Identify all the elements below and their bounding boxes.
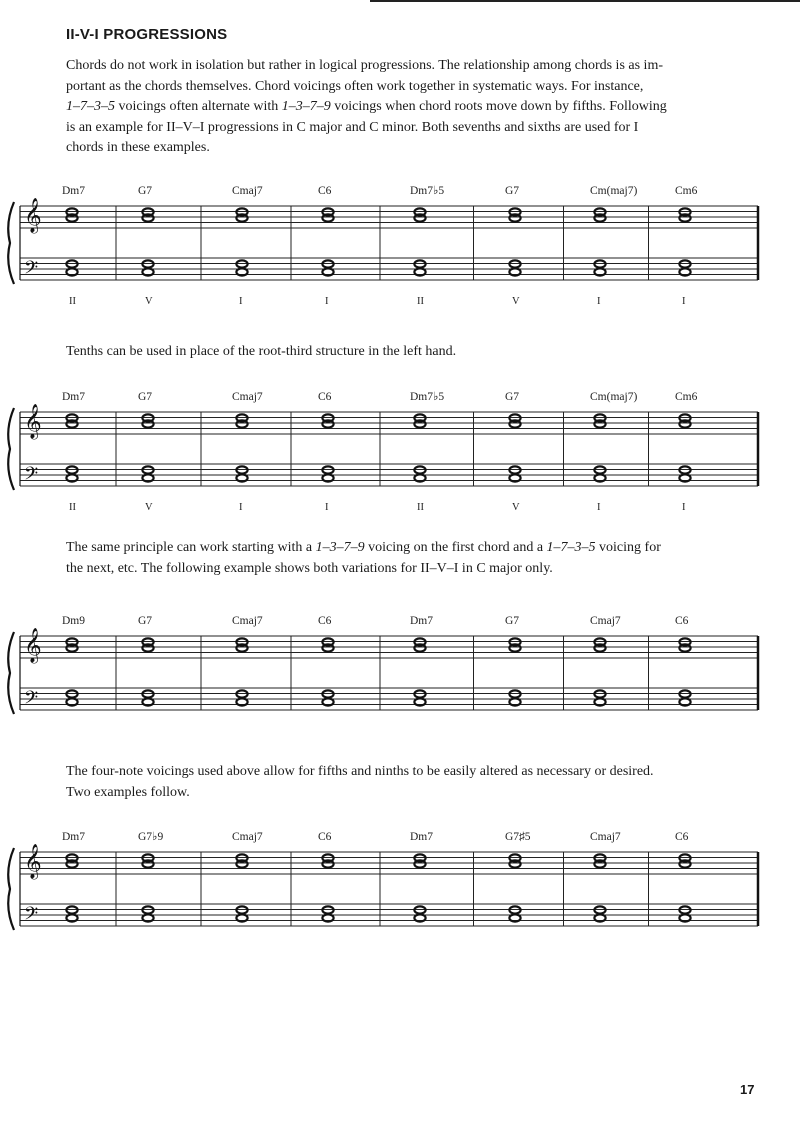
chord-name-i: Cmaj7 — [232, 831, 263, 843]
tenths-paragraph: Tenths can be used in place of the root-third structure in the left hand. — [66, 344, 457, 359]
treble-note — [142, 644, 153, 651]
treble-note — [414, 420, 425, 427]
treble-note — [679, 644, 690, 651]
chord-name-v-b: G7 — [505, 391, 520, 403]
chord-name-ii-b: Dm7♭5 — [410, 185, 445, 197]
chord-name-ii-b: Dm7♭5 — [410, 391, 445, 403]
principle-line-1c: voicing for — [595, 540, 661, 555]
brace — [8, 408, 14, 490]
treble-staff — [20, 206, 758, 228]
treble-note — [66, 214, 77, 221]
treble-note — [66, 420, 77, 427]
bass-note — [236, 260, 247, 267]
chord-name-ii: Dm7 — [62, 185, 85, 197]
top-rule — [370, 0, 800, 2]
altered-paragraph — [66, 762, 726, 803]
bass-note — [66, 690, 77, 697]
example-4 — [0, 826, 800, 966]
bass-note — [679, 466, 690, 473]
roman-numeral-i6-b: I — [682, 502, 686, 513]
bass-note — [66, 914, 77, 921]
chord-name-i6-b: Cm6 — [675, 185, 698, 197]
intro-line-1: Chords do not work in isolation but rather in logical progressions. The relationship among chords is as im- — [66, 58, 663, 73]
bass-note — [236, 268, 247, 275]
treble-note — [236, 644, 247, 651]
chord-name-ii: Dm7 — [62, 831, 85, 843]
bass-note — [414, 690, 425, 697]
treble-clef-icon: 𝄞 — [24, 628, 42, 663]
bass-note — [322, 906, 333, 913]
chord-name-i6-b: Cm6 — [675, 391, 698, 403]
principle-voicing-1379: 1–3–7–9 — [315, 540, 365, 555]
treble-note — [509, 420, 520, 427]
bass-note — [509, 906, 520, 913]
bass-note — [509, 260, 520, 267]
treble-clef-icon: 𝄞 — [24, 404, 42, 439]
example-2-staff — [0, 386, 800, 526]
bass-note — [679, 914, 690, 921]
bass-note — [414, 698, 425, 705]
example-2 — [0, 386, 800, 526]
bass-note — [679, 690, 690, 697]
bass-note — [236, 466, 247, 473]
treble-note — [594, 860, 605, 867]
treble-note — [236, 860, 247, 867]
treble-note — [322, 644, 333, 651]
bass-note — [142, 698, 153, 705]
principle-line-2: the next, etc. The following example shows both variations for II–V–I in C major only. — [66, 560, 553, 576]
bass-note — [236, 690, 247, 697]
voicing-1379: 1–3–7–9 — [281, 99, 331, 114]
bass-note — [322, 268, 333, 275]
treble-note — [509, 860, 520, 867]
bass-note — [414, 260, 425, 267]
chord-name-v: G7♭9 — [138, 831, 164, 843]
chord-name-ii: Dm7 — [62, 391, 85, 403]
roman-numeral-i-b: I — [597, 296, 601, 307]
bass-note — [142, 474, 153, 481]
chord-name-ii-b: Dm7 — [410, 831, 433, 843]
bass-note — [414, 474, 425, 481]
example-4-staff — [0, 826, 800, 966]
example-3 — [0, 610, 800, 750]
example-1 — [0, 180, 800, 320]
chord-name-v-b: G7 — [505, 185, 520, 197]
treble-staff — [20, 852, 758, 874]
chord-name-v-b: G7♯5 — [505, 831, 531, 843]
treble-note — [679, 420, 690, 427]
brace — [8, 848, 14, 930]
treble-note — [594, 214, 605, 221]
chord-name-i6: C6 — [318, 391, 332, 403]
treble-clef-icon: 𝄞 — [24, 844, 42, 879]
treble-staff — [20, 412, 758, 434]
bass-note — [509, 466, 520, 473]
bass-note — [236, 914, 247, 921]
bass-note — [509, 914, 520, 921]
treble-note — [509, 214, 520, 221]
roman-numeral-ii: II — [69, 296, 76, 307]
roman-numeral-i: I — [239, 296, 243, 307]
treble-note — [679, 860, 690, 867]
intro-line-4: is an example for II–V–I progressions in C major and C minor. Both sevenths and sixths are used for I — [66, 119, 639, 135]
roman-numeral-i6-b: I — [682, 296, 686, 307]
bass-note — [322, 698, 333, 705]
bass-clef-icon: 𝄢 — [24, 464, 39, 489]
bass-note — [66, 260, 77, 267]
bass-note — [66, 698, 77, 705]
bass-note — [142, 690, 153, 697]
bass-note — [66, 906, 77, 913]
example-1-staff — [0, 180, 800, 320]
bass-clef-icon: 𝄢 — [24, 688, 39, 713]
altered-line-1: The four-note voicings used above allow for fifths and ninths to be easily altered as necessary or desired. — [66, 764, 654, 779]
example-3-staff — [0, 610, 800, 750]
bass-note — [509, 698, 520, 705]
bass-note — [594, 690, 605, 697]
bass-note — [594, 906, 605, 913]
treble-note — [142, 214, 153, 221]
bass-note — [236, 474, 247, 481]
bass-note — [142, 466, 153, 473]
treble-note — [322, 420, 333, 427]
bass-note — [594, 914, 605, 921]
bass-note — [414, 906, 425, 913]
roman-numeral-ii-b: II — [417, 502, 424, 513]
bass-note — [594, 698, 605, 705]
bass-note — [142, 906, 153, 913]
bass-note — [509, 690, 520, 697]
chord-name-i: Cmaj7 — [232, 615, 263, 627]
bass-note — [594, 268, 605, 275]
treble-note — [414, 214, 425, 221]
bass-note — [322, 474, 333, 481]
chord-name-i: Cmaj7 — [232, 185, 263, 197]
brace — [8, 202, 14, 284]
chord-name-v: G7 — [138, 185, 153, 197]
bass-note — [322, 466, 333, 473]
bass-note — [414, 914, 425, 921]
intro-line-5: chords in these examples. — [66, 140, 210, 155]
bass-note — [322, 690, 333, 697]
bass-note — [142, 268, 153, 275]
bass-note — [414, 466, 425, 473]
bass-note — [509, 268, 520, 275]
voicing-1735: 1–7–3–5 — [66, 99, 115, 114]
bass-staff — [20, 688, 758, 710]
bass-clef-icon: 𝄢 — [24, 258, 39, 283]
chord-name-v-b: G7 — [505, 615, 520, 627]
bass-note — [142, 260, 153, 267]
roman-numeral-v-b: V — [512, 296, 520, 307]
bass-note — [414, 268, 425, 275]
bass-note — [322, 914, 333, 921]
bass-note — [679, 698, 690, 705]
chord-name-i6-b: C6 — [675, 831, 689, 843]
bass-note — [66, 268, 77, 275]
chord-name-i-b: Cm(maj7) — [590, 185, 638, 197]
bass-note — [236, 698, 247, 705]
bass-note — [594, 474, 605, 481]
roman-numeral-v-b: V — [512, 502, 520, 513]
chord-name-ii-b: Dm7 — [410, 615, 433, 627]
bass-note — [66, 466, 77, 473]
treble-note — [142, 860, 153, 867]
bass-note — [679, 906, 690, 913]
bass-note — [679, 260, 690, 267]
treble-note — [236, 420, 247, 427]
chord-name-v: G7 — [138, 615, 153, 627]
altered-line-2: Two examples follow. — [66, 784, 190, 800]
bass-note — [322, 260, 333, 267]
intro-line-2: portant as the chords themselves. Chord voicings often work together in systematic ways. For instance, — [66, 78, 644, 94]
principle-line-1b: voicing on the first chord and a — [364, 540, 547, 555]
treble-note — [66, 860, 77, 867]
treble-note — [322, 860, 333, 867]
roman-numeral-v: V — [145, 502, 153, 513]
bass-staff — [20, 904, 758, 926]
treble-note — [594, 420, 605, 427]
page-number: 17 — [740, 1082, 755, 1097]
roman-numeral-ii-b: II — [417, 296, 424, 307]
treble-note — [322, 214, 333, 221]
chord-name-v: G7 — [138, 391, 153, 403]
intro-line-3b: voicings when chord roots move down by fifths. Following — [330, 99, 667, 114]
bass-staff — [20, 464, 758, 486]
roman-numeral-ii: II — [69, 502, 76, 513]
chord-name-ii: Dm9 — [62, 615, 85, 627]
bass-note — [66, 474, 77, 481]
brace — [8, 632, 14, 714]
section-title: II-V-I PROGRESSIONS — [66, 26, 228, 43]
bass-note — [236, 906, 247, 913]
principle-voicing-1735: 1–7–3–5 — [546, 540, 596, 555]
chord-name-i6: C6 — [318, 615, 332, 627]
chord-name-i: Cmaj7 — [232, 391, 263, 403]
bass-note — [679, 474, 690, 481]
chord-name-i6-b: C6 — [675, 615, 689, 627]
bass-staff — [20, 258, 758, 280]
bass-note — [679, 268, 690, 275]
roman-numeral-v: V — [145, 296, 153, 307]
treble-note — [414, 644, 425, 651]
bass-note — [142, 914, 153, 921]
treble-note — [414, 860, 425, 867]
bass-note — [509, 474, 520, 481]
treble-note — [66, 644, 77, 651]
intro-paragraph — [66, 56, 726, 159]
principle-line-1a: The same principle can work starting with a — [66, 540, 316, 555]
intro-line-3a: voicings often alternate with — [115, 99, 282, 114]
treble-note — [236, 214, 247, 221]
bass-note — [594, 260, 605, 267]
treble-note — [594, 644, 605, 651]
treble-note — [142, 420, 153, 427]
treble-clef-icon: 𝄞 — [24, 198, 42, 233]
treble-note — [679, 214, 690, 221]
chord-name-i-b: Cm(maj7) — [590, 391, 638, 403]
roman-numeral-i: I — [239, 502, 243, 513]
bass-clef-icon: 𝄢 — [24, 904, 39, 929]
chord-name-i6: C6 — [318, 831, 332, 843]
roman-numeral-i6: I — [325, 296, 329, 307]
chord-name-i-b: Cmaj7 — [590, 831, 621, 843]
same-principle-paragraph — [66, 538, 726, 579]
roman-numeral-i6: I — [325, 502, 329, 513]
chord-name-i6: C6 — [318, 185, 332, 197]
treble-note — [509, 644, 520, 651]
treble-staff — [20, 636, 758, 658]
bass-note — [594, 466, 605, 473]
roman-numeral-i-b: I — [597, 502, 601, 513]
chord-name-i-b: Cmaj7 — [590, 615, 621, 627]
